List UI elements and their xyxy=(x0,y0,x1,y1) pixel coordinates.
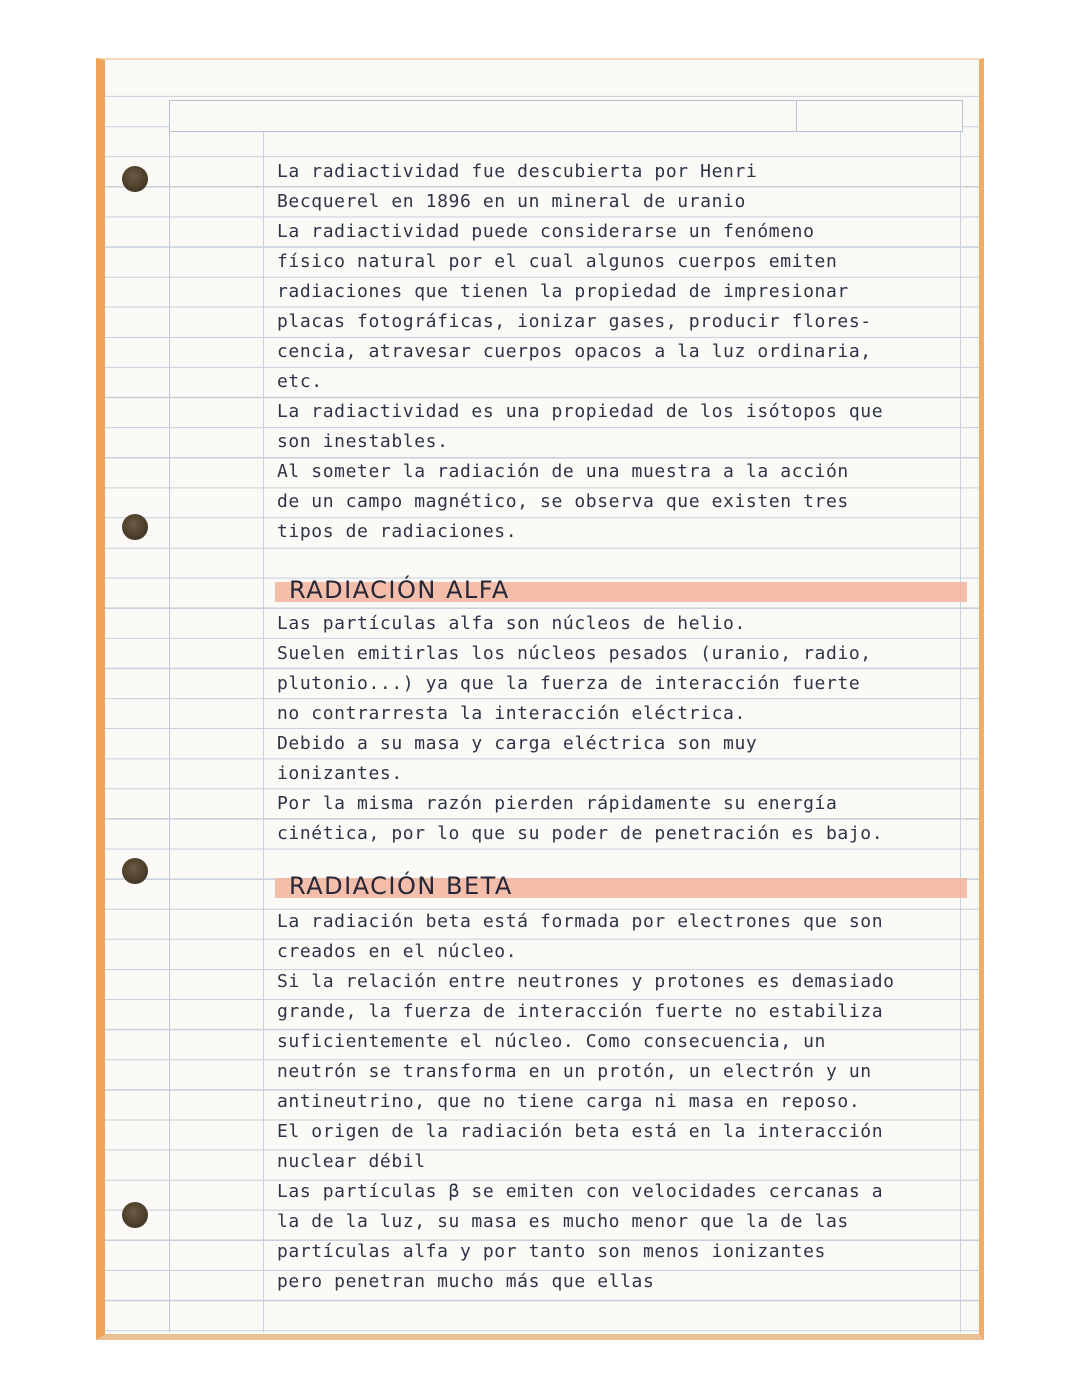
notebook-page xyxy=(96,58,984,1340)
intro-line: son inestables. xyxy=(277,431,449,452)
section-title-alfa: RADIACIÓN ALFA xyxy=(289,576,510,604)
alfa-line: ionizantes. xyxy=(277,763,403,784)
intro-line: placas fotográficas, ionizar gases, producir flores- xyxy=(277,311,872,332)
margin-line-right xyxy=(960,100,961,1332)
beta-line: neutrón se transforma en un protón, un electrón y un xyxy=(277,1061,872,1082)
beta-line: Las partículas β se emiten con velocidades cercanas a xyxy=(277,1181,884,1202)
header-box xyxy=(169,100,963,132)
beta-line: antineutrino, que no tiene carga ni masa en reposo. xyxy=(277,1091,861,1112)
intro-line: etc. xyxy=(277,371,323,392)
beta-line: partículas alfa y por tanto son menos ionizantes xyxy=(277,1241,826,1262)
beta-line: grande, la fuerza de interacción fuerte no estabiliza xyxy=(277,1001,884,1022)
binder-hole-icon xyxy=(122,514,148,540)
beta-line: Si la relación entre neutrones y protones es demasiado xyxy=(277,971,895,992)
alfa-line: cinética, por lo que su poder de penetración es bajo. xyxy=(277,823,884,844)
intro-line: Al someter la radiación de una muestra a la acción xyxy=(277,461,849,482)
binder-hole-icon xyxy=(122,858,148,884)
intro-line: físico natural por el cual algunos cuerpos emiten xyxy=(277,251,838,272)
intro-line: La radiactividad es una propiedad de los isótopos que xyxy=(277,401,884,422)
intro-line: La radiactividad fue descubierta por Henri xyxy=(277,161,758,182)
intro-line: radiaciones que tienen la propiedad de impresionar xyxy=(277,281,849,302)
beta-line: El origen de la radiación beta está en la interacción xyxy=(277,1121,884,1142)
beta-line: pero penetran mucho más que ellas xyxy=(277,1271,655,1292)
binder-hole-icon xyxy=(122,1202,148,1228)
margin-line-left xyxy=(169,100,170,1332)
beta-line: nuclear débil xyxy=(277,1151,426,1172)
margin-line-inner xyxy=(263,100,264,1332)
alfa-line: no contrarresta la interacción eléctrica. xyxy=(277,703,746,724)
intro-line: cencia, atravesar cuerpos opacos a la luz ordinaria, xyxy=(277,341,872,362)
beta-line: creados en el núcleo. xyxy=(277,941,518,962)
alfa-line: Las partículas alfa son núcleos de helio. xyxy=(277,613,746,634)
intro-line: La radiactividad puede considerarse un fenómeno xyxy=(277,221,815,242)
alfa-line: Suelen emitirlas los núcleos pesados (uranio, radio, xyxy=(277,643,872,664)
alfa-line: Por la misma razón pierden rápidamente su energía xyxy=(277,793,838,814)
intro-line: de un campo magnético, se observa que existen tres xyxy=(277,491,849,512)
alfa-line: plutonio...) ya que la fuerza de interacción fuerte xyxy=(277,673,861,694)
beta-line: la de la luz, su masa es mucho menor que la de las xyxy=(277,1211,849,1232)
intro-line: tipos de radiaciones. xyxy=(277,521,518,542)
section-title-beta: RADIACIÓN BETA xyxy=(289,872,513,900)
alfa-line: Debido a su masa y carga eléctrica son muy xyxy=(277,733,758,754)
beta-line: suficientemente el núcleo. Como consecuencia, un xyxy=(277,1031,826,1052)
intro-line: Becquerel en 1896 en un mineral de uranio xyxy=(277,191,746,212)
beta-line: La radiación beta está formada por electrones que son xyxy=(277,911,884,932)
binder-hole-icon xyxy=(122,166,148,192)
